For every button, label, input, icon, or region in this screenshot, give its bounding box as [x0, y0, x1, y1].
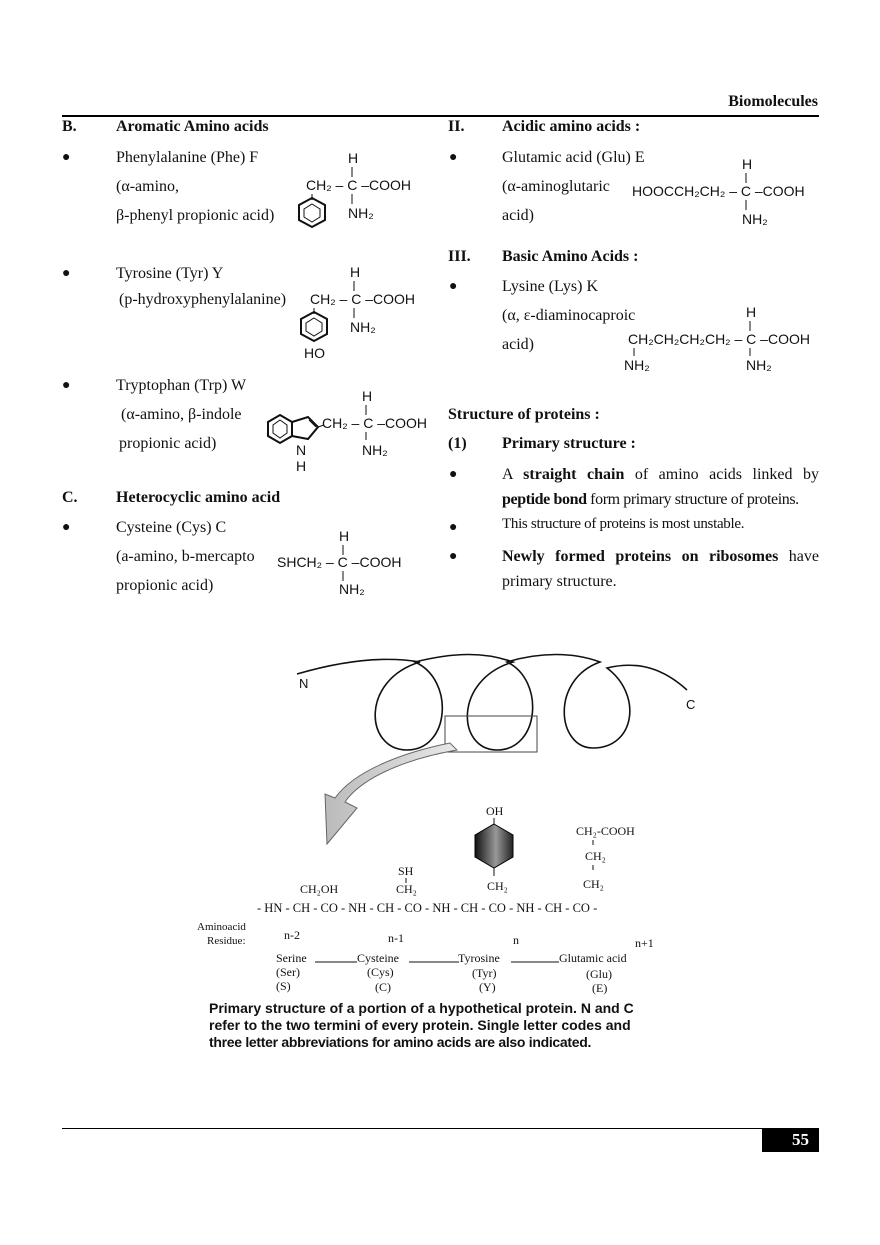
trp-line2: (α-amino, β-indole [121, 406, 242, 423]
cys-main: SHCH₂ – C –COOH [277, 554, 402, 570]
cys-h: H [339, 528, 350, 544]
bullet-icon: ● [449, 549, 458, 564]
name-tyrosine: Tyrosine [458, 951, 500, 965]
phe-main: CH₂ – C –COOH [306, 177, 412, 193]
bullet-icon: ● [449, 150, 458, 165]
phe-nh2: NH₂ [348, 205, 374, 221]
glu-h: H [742, 156, 753, 172]
primary-title: Primary structure : [502, 435, 636, 452]
section-b-label: B. [62, 118, 77, 135]
b1-bold-straight-chain: straight chain [523, 466, 625, 483]
phe-h: H [348, 150, 359, 166]
primary-bullet-1-line2 [502, 487, 819, 512]
tyrosine-ring [475, 824, 513, 868]
glu-text [502, 143, 645, 230]
selection-box [445, 716, 537, 752]
section-b-title: Aromatic Amino acids [116, 118, 269, 135]
bullet-icon: ● [62, 266, 71, 281]
abbr3-tyr: (Tyr) [472, 966, 497, 980]
residue-label-1: Aminoacid [197, 921, 246, 933]
caption-line1: Primary structure of a portion of a hypothetical protein. N and C [209, 1000, 634, 1016]
phe-line3: β-phenyl propionic acid) [116, 207, 275, 224]
b1-pre: A [502, 466, 524, 483]
abbr3-cys: (Cys) [367, 965, 394, 979]
glu-ch2-b: CH₂ [583, 877, 604, 891]
caption-line3: three letter abbreviations for amino acids are also indicated. [209, 1034, 592, 1050]
position-n-1: n-1 [388, 931, 404, 945]
position-n: n [513, 933, 519, 947]
trp-nh2: NH₂ [362, 442, 388, 458]
glu-main: HOOCCH₂CH₂ – C –COOH [632, 183, 805, 199]
abbr3-glu: (Glu) [586, 967, 612, 981]
cys-line1: Cysteine (Cys) C [116, 519, 227, 536]
cysteine-structure [275, 526, 425, 602]
bullet-icon: ● [62, 150, 71, 165]
lys-text [502, 272, 635, 359]
cys-line3: propionic acid) [116, 577, 214, 594]
glu-nh2: NH₂ [742, 211, 768, 227]
tyr-line2: (p-hydroxyphenylalanine) [119, 291, 287, 308]
primary-bullet-1 [502, 462, 819, 512]
lys-main: CH₂CH₂CH₂CH₂ – C –COOH [628, 331, 810, 347]
glu-ch2-a: CH₂ [585, 849, 606, 863]
figure-caption [209, 1000, 673, 1051]
cys-sh: SH [398, 864, 414, 878]
residue-label-2: Residue: [207, 935, 246, 947]
tyr-h: H [350, 264, 361, 280]
b3-bold: Newly formed proteins on ribosomes [502, 548, 779, 565]
primary-bullet-2: This structure of proteins is most unstable. [502, 516, 745, 532]
glutamic-acid-structure [628, 154, 818, 230]
section-iii-label: III. [448, 248, 471, 265]
bullet-icon: ● [449, 279, 458, 294]
c-terminus-label: C [686, 697, 696, 712]
name-glutamic-acid: Glutamic acid [559, 951, 627, 965]
caption-line2: refer to the two termini of every protein. Single letter codes and [209, 1017, 631, 1033]
bullet-icon: ● [449, 467, 458, 482]
backbone-chain: - HN - CH - CO - NH - CH - CO - NH - CH - CO - NH - CH - CO - [257, 901, 598, 915]
phenylalanine-structure [292, 148, 432, 230]
primary-bullet-3 [502, 544, 819, 594]
name-cysteine: Cysteine [357, 951, 399, 965]
lys-nh2: NH₂ [746, 357, 772, 373]
b1-bold-peptide-bond: peptide bond [502, 491, 587, 508]
tyr-line1: Tyrosine (Tyr) Y [116, 265, 224, 282]
lys-line2: (α, ε-diaminocaproic [502, 307, 636, 324]
trp-h: H [362, 388, 373, 404]
section-ii-title: Acidic amino acids : [502, 118, 641, 135]
tyr-ho: HO [304, 345, 325, 361]
lys-line1: Lysine (Lys) K [502, 278, 598, 295]
trp-line1: Tryptophan (Trp) W [116, 377, 247, 394]
n-terminus-label: N [299, 676, 309, 691]
phe-text [116, 143, 274, 230]
tyr-oh: OH [486, 804, 504, 818]
abbr1-y: (Y) [479, 980, 496, 994]
tyrosine-structure [298, 262, 438, 362]
lysine-structure [624, 302, 819, 376]
trp-nh: H [296, 458, 307, 474]
cys-ch2: CH₂ [396, 882, 417, 896]
primary-label: (1) [448, 435, 467, 452]
phe-line2: (α-amino, [116, 178, 180, 195]
section-iii-title: Basic Amino Acids : [502, 248, 639, 265]
glu-line3: acid) [502, 207, 534, 224]
b1-mid: of amino acids linked by [624, 466, 820, 483]
ser-ch2oh: CH₂OH [300, 882, 339, 896]
bullet-icon: ● [62, 520, 71, 535]
running-header: Biomolecules [728, 93, 818, 110]
glu-line2: (α-aminoglutaric [502, 178, 610, 195]
page-number: 55 [762, 1128, 819, 1152]
b1-post: form primary structure of proteins. [586, 491, 799, 508]
abbr1-s: (S) [276, 979, 291, 993]
b3-mid: have [778, 548, 820, 565]
protein-chain-line [297, 655, 687, 751]
zoom-arrow [325, 743, 457, 844]
structure-heading: Structure of proteins : [448, 406, 600, 423]
phe-line1: Phenylalanine (Phe) F [116, 149, 259, 166]
lys-h: H [746, 304, 757, 320]
section-c-label: C. [62, 489, 78, 506]
tyr-ch2: CH₂ [487, 879, 508, 893]
tyr-nh2: NH₂ [350, 319, 376, 335]
abbr1-e: (E) [592, 981, 608, 995]
position-n-plus-1: n+1 [635, 936, 654, 950]
cys-nh2: NH₂ [339, 581, 365, 597]
tyr-main: CH₂ – C –COOH [310, 291, 416, 307]
position-n-2: n-2 [284, 928, 300, 942]
primary-bullet-1-line1 [502, 462, 819, 487]
trp-n: N [296, 442, 307, 458]
section-ii-label: II. [448, 118, 465, 135]
glu-ch2cooh: CH₂-COOH [576, 824, 635, 838]
cys-line2: (a-amino, b-mercapto [116, 548, 255, 565]
lys-line3: acid) [502, 336, 534, 353]
primary-bullet-3-line1 [502, 544, 819, 569]
b3-post: primary structure. [502, 573, 617, 590]
abbr3-ser: (Ser) [276, 965, 300, 979]
name-serine: Serine [276, 951, 307, 965]
cys-text [116, 513, 255, 600]
lys-nh2-left: NH₂ [624, 357, 650, 373]
bullet-icon: ● [62, 378, 71, 393]
primary-structure-figure [195, 640, 710, 1000]
footer-rule [62, 1128, 819, 1129]
trp-line3: propionic acid) [119, 435, 217, 452]
abbr1-c: (C) [375, 980, 391, 994]
tryptophan-structure [258, 385, 438, 477]
trp-main: CH₂ – C –COOH [322, 415, 428, 431]
section-c-title: Heterocyclic amino acid [116, 489, 281, 506]
bullet-icon: ● [449, 520, 458, 535]
header-rule [62, 115, 819, 117]
glu-line1: Glutamic acid (Glu) E [502, 149, 645, 166]
